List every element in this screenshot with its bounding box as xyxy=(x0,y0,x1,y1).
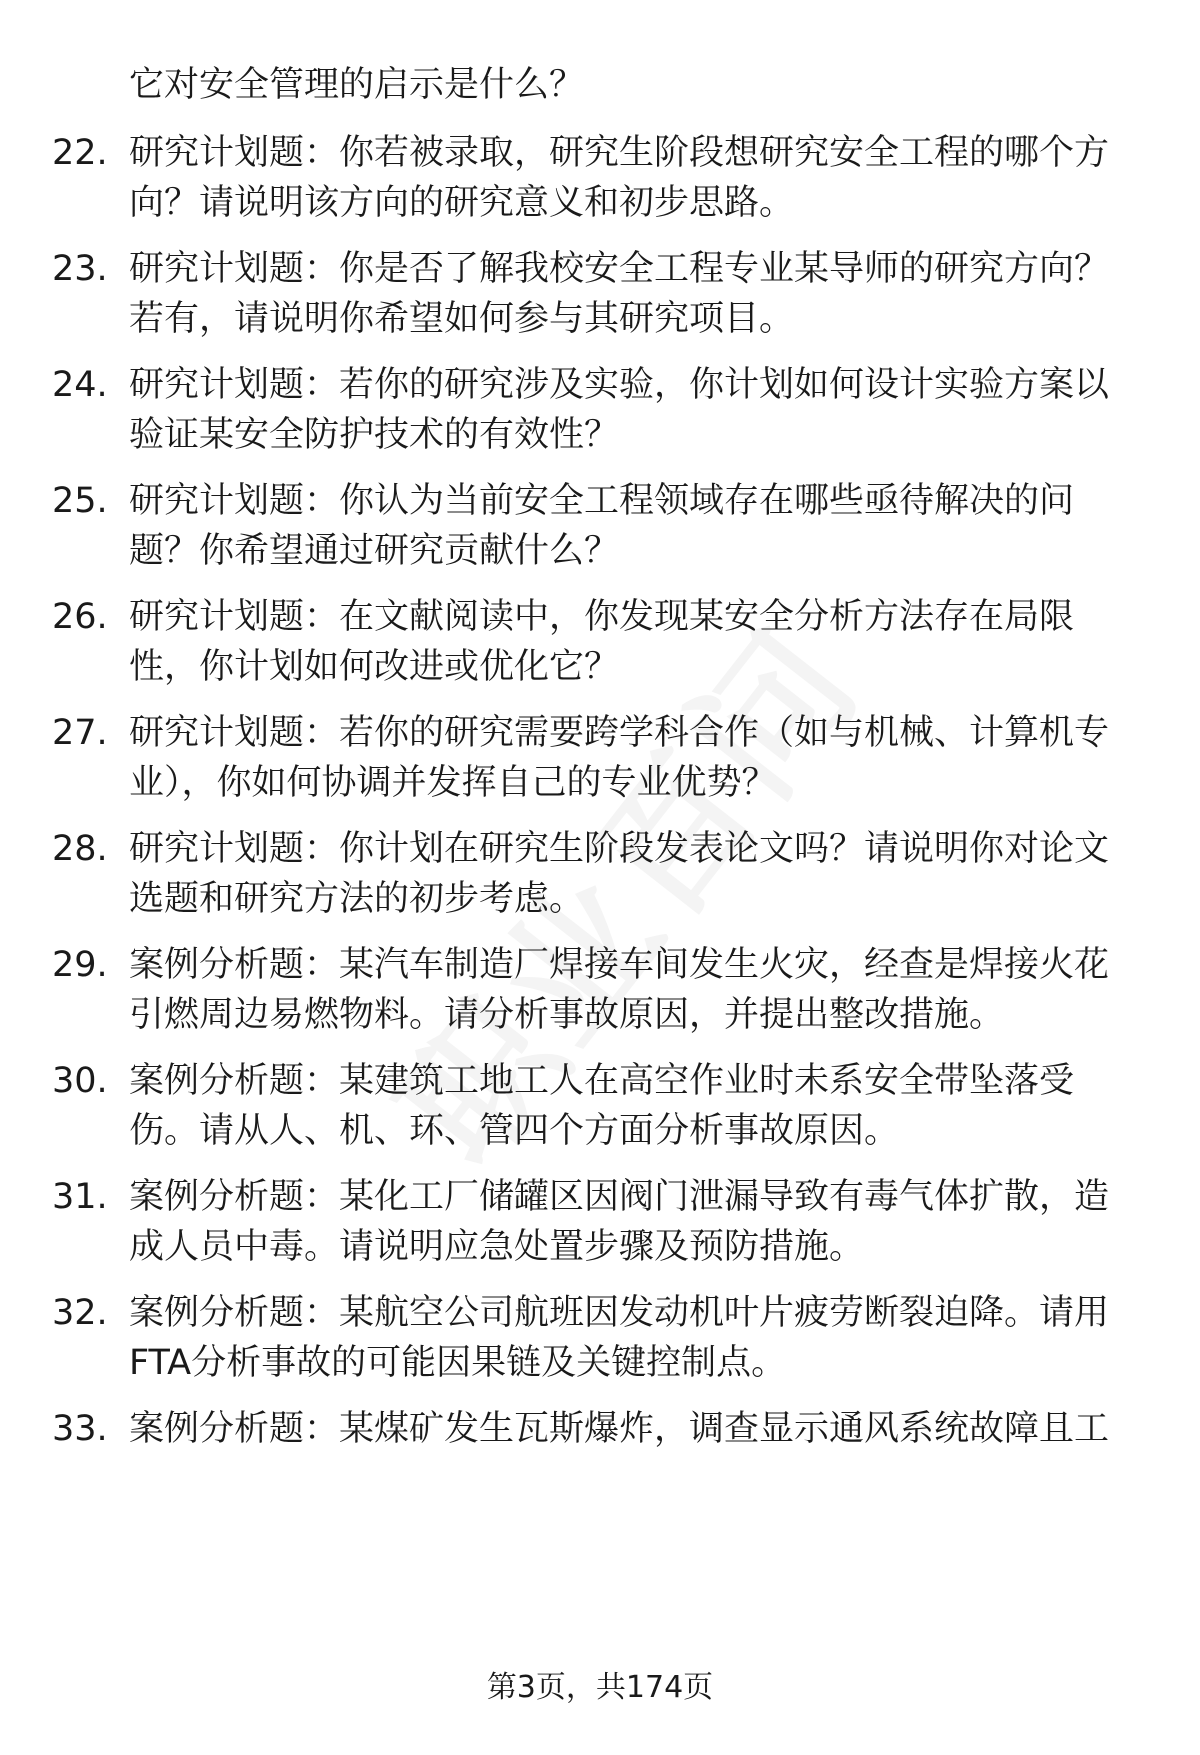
question-text xyxy=(129,1288,1149,1388)
question-line: 选题和研究方法的初步考虑。 xyxy=(129,879,585,919)
question-number: 26. xyxy=(52,597,108,637)
question-line: 案例分析题：某煤矿发生瓦斯爆炸，调查显示通风系统故障且工 xyxy=(129,1409,1110,1449)
question-text xyxy=(129,476,1149,576)
question-text xyxy=(129,708,1149,808)
question-number: 22. xyxy=(52,133,108,173)
question-text xyxy=(129,244,1149,344)
question-line: 研究计划题：若你的研究涉及实验，你计划如何设计实验方案以 xyxy=(129,365,1110,405)
question-line: 案例分析题：某建筑工地工人在高空作业时未系安全带坠落受 xyxy=(129,1061,1075,1101)
question-line: 案例分析题：某化工厂储罐区因阀门泄漏导致有毒气体扩散，造 xyxy=(129,1177,1110,1217)
question-line: 题？你希望通过研究贡献什么？ xyxy=(129,531,620,571)
question-line: 研究计划题：你是否了解我校安全工程专业某导师的研究方向？ xyxy=(129,249,1110,289)
question-line: 向？请说明该方向的研究意义和初步思路。 xyxy=(129,183,795,223)
question-number: 33. xyxy=(52,1409,108,1449)
page-footer: 第3页，共174页 xyxy=(486,1670,714,1705)
question-line: FTA分析事故的可能因果链及关键控制点。 xyxy=(129,1343,787,1383)
question-text xyxy=(129,128,1149,228)
question-line: 性，你计划如何改进或优化它？ xyxy=(129,647,620,687)
question-text xyxy=(129,1404,1149,1454)
question-number: 29. xyxy=(52,945,108,985)
question-line: 业），你如何协调并发挥自己的专业优势？ xyxy=(129,763,777,803)
question-line: 研究计划题：若你的研究需要跨学科合作（如与机械、计算机专 xyxy=(129,713,1110,753)
question-number: 32. xyxy=(52,1293,108,1333)
question-number: 25. xyxy=(52,481,108,521)
question-line: 成人员中毒。请说明应急处置步骤及预防措施。 xyxy=(129,1227,865,1267)
question-line: 研究计划题：你计划在研究生阶段发表论文吗？请说明你对论文 xyxy=(129,829,1110,869)
question-number: 31. xyxy=(52,1177,108,1217)
question-line: 研究计划题：在文献阅读中，你发现某安全分析方法存在局限 xyxy=(129,597,1075,637)
question-text xyxy=(129,1172,1149,1272)
question-text xyxy=(129,824,1149,924)
question-line: 伤。请从人、机、环、管四个方面分析事故原因。 xyxy=(129,1111,900,1151)
question-text xyxy=(129,940,1149,1040)
question-line: 验证某安全防护技术的有效性？ xyxy=(129,415,620,455)
question-line: 研究计划题：你若被录取，研究生阶段想研究安全工程的哪个方 xyxy=(129,133,1110,173)
question-number: 30. xyxy=(52,1061,108,1101)
question-line: 案例分析题：某航空公司航班因发动机叶片疲劳断裂迫降。请用 xyxy=(129,1293,1110,1333)
question-text xyxy=(129,592,1149,692)
question-text xyxy=(129,360,1149,460)
question-line: 研究计划题：你认为当前安全工程领域存在哪些亟待解决的问 xyxy=(129,481,1075,521)
carryover-line: 它对安全管理的启示是什么？ xyxy=(129,65,585,105)
question-line: 引燃周边易燃物料。请分析事故原因，并提出整改措施。 xyxy=(129,995,1005,1035)
question-number: 27. xyxy=(52,713,108,753)
question-number: 24. xyxy=(52,365,108,405)
question-number: 28. xyxy=(52,829,108,869)
question-text xyxy=(129,1056,1149,1156)
question-line: 案例分析题：某汽车制造厂焊接车间发生火灾，经查是焊接火花 xyxy=(129,945,1110,985)
question-number: 23. xyxy=(52,249,108,289)
question-line: 若有，请说明你希望如何参与其研究项目。 xyxy=(129,299,795,339)
